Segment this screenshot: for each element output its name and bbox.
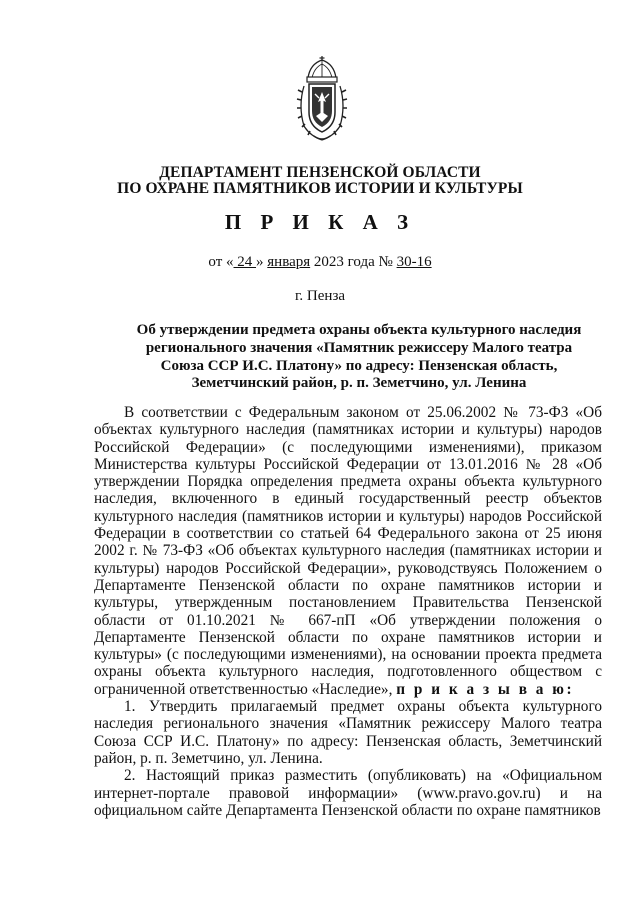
subject-line: Земетчинский район, р. п. Земетчино, ул. Ленина bbox=[191, 375, 527, 392]
document-type-heading: П Р И К А З bbox=[224, 210, 416, 234]
date-year: 2023 года № bbox=[310, 254, 397, 270]
department-name-line1: ДЕПАРТАМЕНТ ПЕНЗЕНСКОЙ ОБЛАСТИ bbox=[159, 164, 481, 181]
order-colon: : bbox=[566, 680, 572, 698]
order-item-2: 2. Настоящий приказ разместить (опубликовать) на «Официальном интернет-портале правовой информации» (www.pravo.gov.ru) и на официальном сайте Департамента Пензенской области по охране памятников bbox=[94, 767, 602, 819]
order-body bbox=[94, 404, 602, 819]
order-date-line bbox=[0, 254, 640, 271]
subject-line: Союза ССР И.С. Платону» по адресу: Пензенская область, bbox=[160, 357, 558, 374]
subject-line: регионального значения «Памятник режиссеру Малого театра bbox=[145, 339, 573, 356]
preamble-text: В соответствии с Федеральным законом от 25.06.2002 № 73-ФЗ «Об объектах культурного наследия (памятниках истории и культуры) народов Российской Федерации» (с последующими изменениями), приказом Министерства культуры Российской Федерации от 13.01.2016 № 28 «Об утверждении Порядка определения предмета охраны объекта культурного наследия, включенного в единый государственный реестр объектов культурного наследия (памятников истории и культуры) народов Российской Федерации в соответствии со статьей 64 Федерального закона от 25 июня 2002 г. № 73-ФЗ «Об объектах культурного наследия (памятниках истории и культуры) народов Российской Федерации», руководствуясь Положением о Департаменте Пензенской области по охране памятников истории и культуры, утвержденным постановлением Правительства Пензенской области от 01.10.2021 № 667-пП «Об утверждении положения о Департаменте Пензенской области по охране памятников истории и культуры» (с последующими изменениями), на основании проекта предмета охраны объекта культурного наследия, подготовленного обществом с ограниченной ответственностью «Наследие», bbox=[94, 404, 602, 698]
preamble-paragraph bbox=[94, 404, 602, 698]
date-mid: » bbox=[256, 254, 268, 270]
date-month: января bbox=[267, 254, 311, 270]
order-number: 30-16 bbox=[396, 254, 432, 270]
penza-coat-of-arms-icon bbox=[296, 56, 348, 142]
order-item-1: 1. Утвердить прилагаемый предмет охраны объекта культурного наследия регионального значения «Памятник режиссеру Малого театра Союза ССР И.С. Платону» по адресу: Пензенская область, Земетчинский район, р. п. Земетчино, ул. Ленина. bbox=[94, 698, 602, 767]
subject-line: Об утверждении предмета охраны объекта культурного наследия bbox=[136, 322, 582, 338]
order-subject bbox=[94, 322, 624, 393]
department-name-line2: ПО ОХРАНЕ ПАМЯТНИКОВ ИСТОРИИ И КУЛЬТУРЫ bbox=[117, 180, 523, 197]
date-prefix: от « bbox=[208, 254, 234, 270]
city-name: г. Пенза bbox=[294, 288, 346, 304]
order-word: п р и к а з ы в а ю bbox=[396, 680, 567, 698]
date-day: 24 bbox=[233, 254, 257, 270]
